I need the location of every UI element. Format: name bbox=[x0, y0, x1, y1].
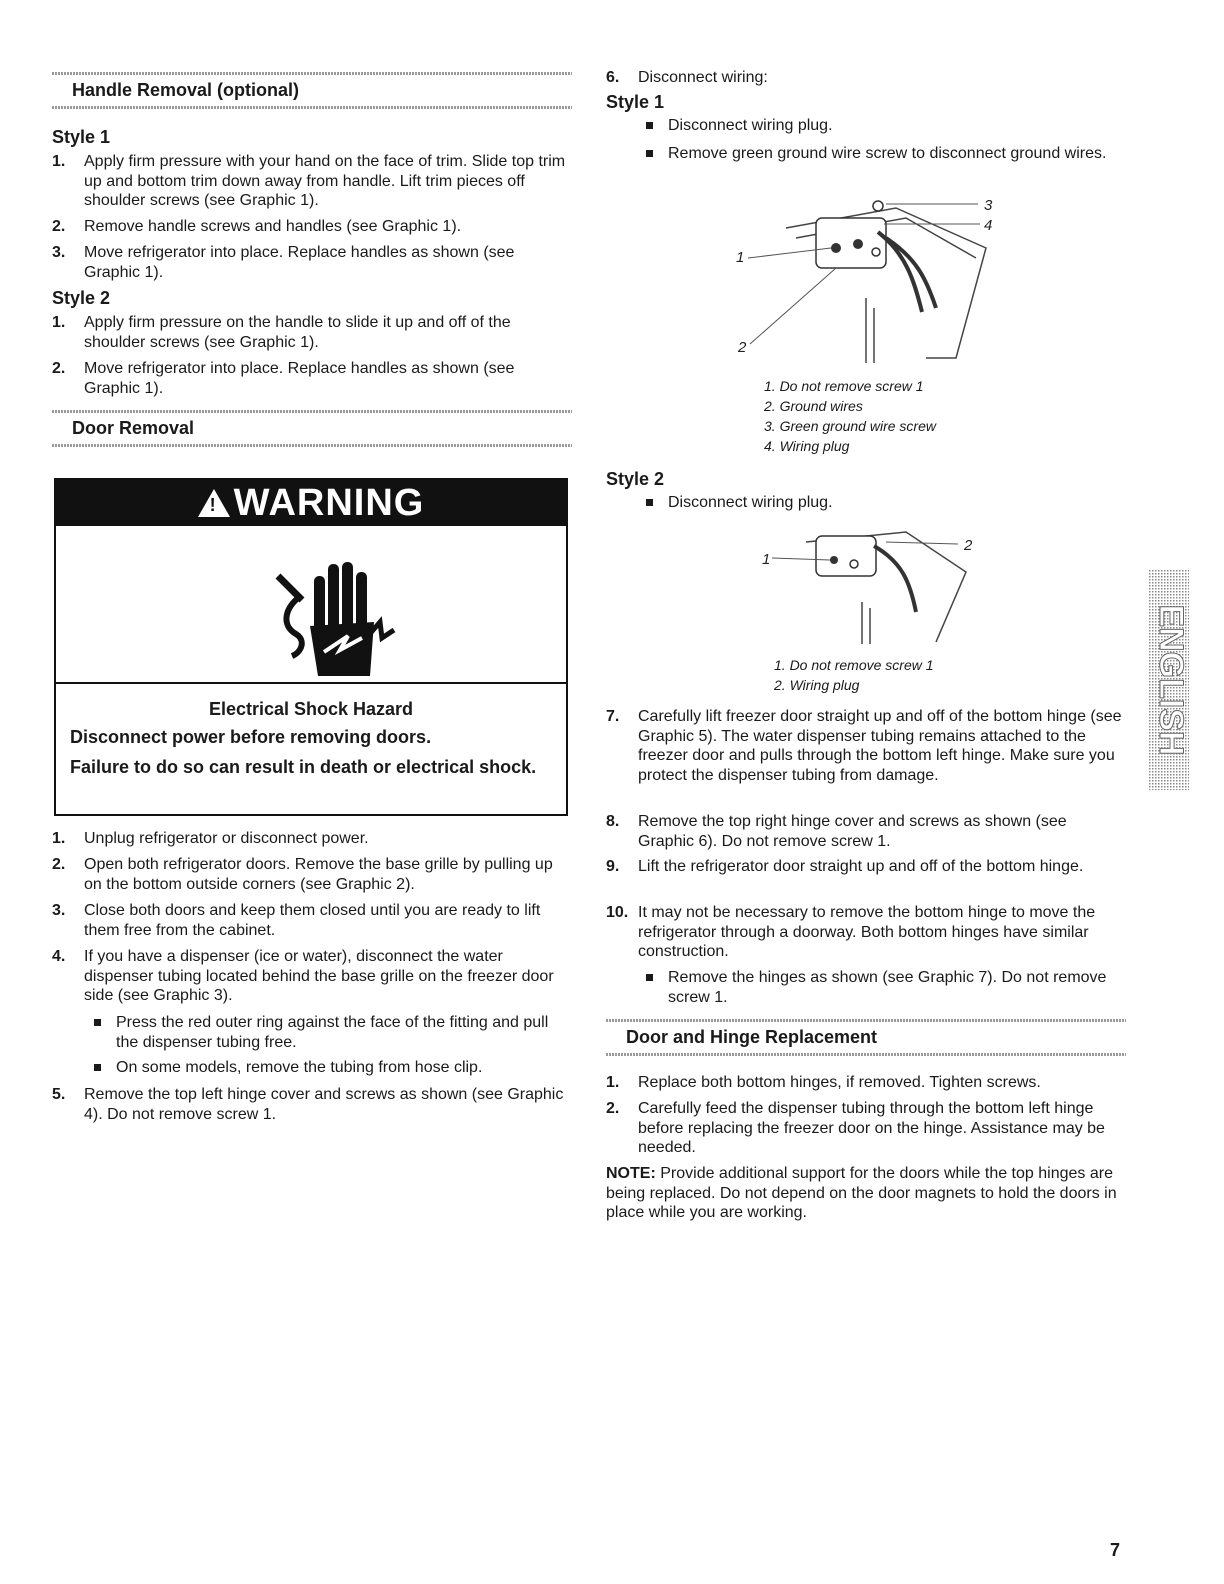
list-item: 10. It may not be necessary to remove the bottom hinge to move the refrigerator through a doorway. Both bottom hinges have similar construction. bbox=[606, 904, 1096, 960]
page-number: 7 bbox=[1110, 1540, 1121, 1560]
note-text: Provide additional support for the doors while the top hinges are being replaced. Do not depend on the door magnets to hold the doors in place while you are working. bbox=[606, 1165, 1117, 1221]
list-item: 1. Apply firm pressure on the handle to slide it up and off of the shoulder screws (see Graphic 1). bbox=[52, 314, 511, 351]
callout-3: 3 bbox=[984, 197, 993, 214]
handle-removal-section-header bbox=[52, 72, 572, 109]
list-item: 9. Lift the refrigerator door straight up and off of the bottom hinge. bbox=[606, 858, 1084, 875]
list-item: 2. Open both refrigerator doors. Remove the base grille by pulling up on the bottom outside corners (see Graphic 2). bbox=[52, 856, 553, 893]
note-label: NOTE: bbox=[606, 1165, 656, 1182]
list-item: 1. Unplug refrigerator or disconnect power. bbox=[52, 830, 369, 847]
note-paragraph bbox=[606, 1164, 1126, 1223]
bullet-item: Remove the hinges as shown (see Graphic 7). Do not remove screw 1. bbox=[636, 968, 1126, 1007]
warning-text bbox=[56, 684, 566, 778]
section-title: Door and Hinge Replacement bbox=[626, 1027, 878, 1047]
bullet-item: On some models, remove the tubing from hose clip. bbox=[84, 1058, 572, 1078]
callout-1: 1 bbox=[762, 551, 771, 568]
shock-hazard-hand-icon bbox=[56, 526, 566, 684]
list-item: 2. Remove handle screws and handles (see Graphic 1). bbox=[52, 218, 462, 235]
list-item: 3. Move refrigerator into place. Replace handles as shown (see Graphic 1). bbox=[52, 244, 515, 281]
list-item: 2. Move refrigerator into place. Replace handles as shown (see Graphic 1). bbox=[52, 360, 515, 397]
list-item: 1. Replace both bottom hinges, if removed. Tighten screws. bbox=[606, 1074, 1041, 1091]
warning-triangle-icon: ! bbox=[198, 489, 230, 517]
list-item: 2. Carefully feed the dispenser tubing through the bottom left hinge before replacing the freezer door on the hinge. Assistance may be needed. bbox=[606, 1100, 1105, 1156]
warning-box bbox=[54, 478, 568, 816]
callout-4: 4 bbox=[984, 217, 993, 234]
bullet-item: Remove green ground wire screw to disconnect ground wires. bbox=[636, 144, 1126, 164]
hazard-title: Electrical Shock Hazard bbox=[208, 699, 414, 719]
warning-header bbox=[56, 480, 566, 526]
door-hinge-replacement-section-header bbox=[606, 1019, 1126, 1056]
warning-label: WARNING bbox=[233, 481, 425, 524]
list-item: 6. Disconnect wiring: bbox=[606, 69, 768, 86]
list-item: 5. Remove the top left hinge cover and screws as shown (see Graphic 4). Do not remove screw 1. bbox=[52, 1086, 564, 1123]
warning-line-1: Disconnect power before removing doors. bbox=[70, 727, 432, 747]
section-title: Handle Removal (optional) bbox=[72, 80, 300, 100]
list-item: 7. Carefully lift freezer door straight up and off of the bottom hinge (see Graphic 5). The water dispenser tubing remains attached to the freezer door and pulls through the bottom left hinge. Make sure you protect the dispenser tubing from damage. bbox=[606, 708, 1122, 784]
style-1-heading: Style 1 bbox=[52, 127, 111, 147]
section-title: Door Removal bbox=[72, 418, 195, 438]
callout-1: 1 bbox=[736, 249, 745, 266]
callout-2: 2 bbox=[738, 339, 747, 356]
bullet-item: Press the red outer ring against the face of the fitting and pull the dispenser tubing free. bbox=[84, 1013, 572, 1052]
list-item: 4. If you have a dispenser (ice or water), disconnect the water dispenser tubing located behind the base grille on the freezer door side (see Graphic 3). bbox=[52, 948, 554, 1004]
language-tab bbox=[1149, 570, 1189, 790]
bullet-item: Disconnect wiring plug. bbox=[636, 493, 1126, 513]
door-removal-section-header bbox=[52, 410, 572, 447]
style-1-heading: Style 1 bbox=[606, 92, 665, 112]
style-2-heading: Style 2 bbox=[606, 469, 665, 489]
list-item: 8. Remove the top right hinge cover and screws as shown (see Graphic 6). Do not remove screw 1. bbox=[606, 813, 1067, 850]
figure-caption-style-2: 1. Do not remove screw 1 2. Wiring plug bbox=[774, 657, 934, 693]
style-2-heading: Style 2 bbox=[52, 288, 111, 308]
list-item: 1. Apply firm pressure with your hand on the face of trim. Slide top trim up and bottom trim down away from handle. Lift trim pieces off shoulder screws (see Graphic 1). bbox=[52, 153, 566, 209]
bullet-item: Disconnect wiring plug. bbox=[636, 116, 1126, 136]
callout-2: 2 bbox=[964, 537, 973, 554]
language-tab-label: ENGLISH bbox=[1152, 604, 1189, 756]
list-item: 3. Close both doors and keep them closed until you are ready to lift them free from the cabinet. bbox=[52, 902, 541, 939]
warning-line-2: Failure to do so can result in death or electrical shock. bbox=[70, 757, 537, 777]
figure-caption-style-1: 1. Do not remove screw 1 2. Ground wires 3. Green ground wire screw 4. Wiring plug bbox=[764, 378, 936, 454]
wiring-plug-diagram-style-1 bbox=[726, 188, 1006, 368]
wiring-plug-diagram-style-2 bbox=[746, 522, 986, 647]
